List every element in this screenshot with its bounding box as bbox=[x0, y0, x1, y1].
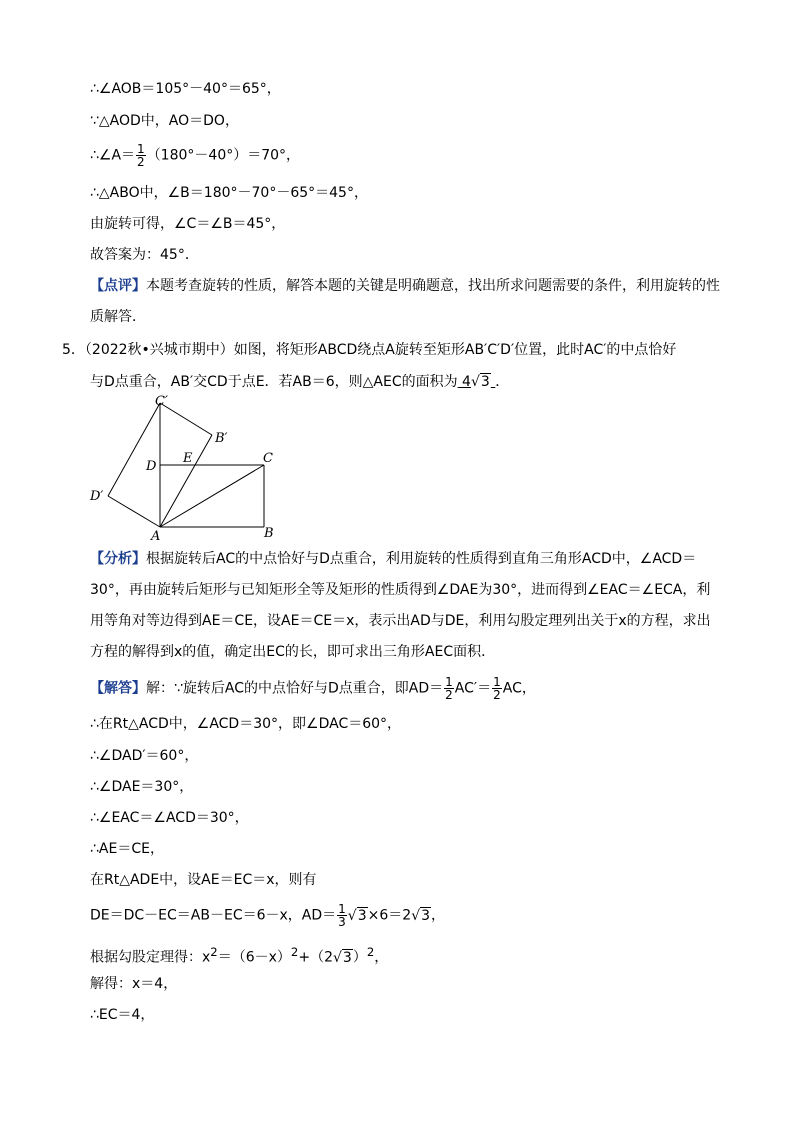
fraction: $\frac{1}{2}$ bbox=[445, 675, 453, 702]
label-c: C bbox=[263, 451, 273, 466]
problem-line-with-answer bbox=[90, 372, 509, 392]
analysis-text: 根据旋转后AC的中点恰好与D点重合，利用旋转的性质得到直角三角形ACD中，∠ACD＝ bbox=[146, 551, 697, 567]
text-line: ∴AE＝CE， bbox=[90, 841, 164, 857]
geometry-figure bbox=[84, 392, 284, 544]
comment-line bbox=[90, 276, 720, 296]
segment-d-prime-a bbox=[108, 496, 160, 527]
text-line: ∴△ABO中，∠B＝180°－70°－65°＝45°， bbox=[90, 185, 368, 201]
text-segment: AC′＝ bbox=[454, 680, 492, 697]
segment-ab-prime bbox=[160, 435, 212, 527]
equation-line bbox=[90, 903, 445, 928]
text-line: 30°，再由旋转后矩形与已知矩形全等及矩形的性质得到∠DAE为30°，进而得到∠EAC＝∠ECA，利 bbox=[90, 582, 711, 598]
text-line: 故答案为：45°． bbox=[90, 247, 199, 263]
text-line: ∴∠DAD′＝60°， bbox=[90, 748, 199, 764]
label-b: B bbox=[264, 526, 274, 541]
segment-c-prime-d-prime bbox=[108, 403, 160, 496]
text-segment: 解：∵旋转后AC的中点恰好与D点重合，即AD＝ bbox=[146, 680, 444, 697]
text-line: ∴EC＝4， bbox=[90, 1007, 155, 1023]
answer-blank: 4√3 bbox=[457, 374, 490, 390]
sqrt-radicand: 3 bbox=[480, 374, 490, 390]
comment-text: 本题考查旋转的性质，解答本题的关键是明确题意，找出所求问题需要的条件，利用旋转的性 bbox=[146, 278, 720, 294]
analysis-line bbox=[90, 549, 696, 569]
text-line: ∵△AOD中，AO＝DO， bbox=[90, 113, 239, 129]
text-line: ∴∠AOB＝105°－40°＝65°， bbox=[90, 81, 281, 97]
fraction-numerator: 1 bbox=[137, 142, 145, 156]
text-line: ∴在Rt△ACD中，∠ACD＝30°，即∠DAC＝60°， bbox=[90, 716, 402, 732]
problem-line: 5．（2022秋•兴城市期中）如图，将矩形ABCD绕点A旋转至矩形AB′C′D′位置，此时AC′的中点恰好 bbox=[62, 342, 677, 358]
sqrt: √3 bbox=[347, 907, 367, 924]
text-line: ∴∠DAE＝30°， bbox=[90, 779, 194, 795]
fraction-denominator: 2 bbox=[137, 155, 145, 169]
fraction: $\frac{1}{2}$ bbox=[493, 675, 501, 702]
sqrt: √3 bbox=[411, 907, 431, 924]
text-segment: AC， bbox=[502, 680, 536, 697]
text-segment: （180°－40°）＝70°， bbox=[146, 147, 301, 164]
text-line: 用等角对等边得到AE＝CE，设AE＝CE＝x，表示出AD与DE，利用勾股定理列出关于x的方程，求出 bbox=[90, 613, 711, 629]
text-line: 方程的解得到x的值，确定出EC的长，即可求出三角形AEC面积． bbox=[90, 644, 496, 660]
text-segment: ∴∠A＝ bbox=[90, 147, 136, 164]
solution-tag: 【解答】 bbox=[90, 680, 146, 697]
text-segment: ． bbox=[495, 374, 510, 390]
label-d: D bbox=[146, 459, 157, 474]
analysis-tag: 【分析】 bbox=[90, 551, 146, 567]
fraction bbox=[136, 143, 146, 168]
text-line: 解得：x＝4， bbox=[90, 976, 178, 992]
text-segment: ， bbox=[431, 907, 446, 924]
text-line: ∴∠EAC＝∠ACD＝30°， bbox=[90, 810, 249, 826]
equation-line: 根据勾股定理得：$x^2=(6-x)^2+(2√3)^2$， bbox=[90, 945, 389, 966]
fraction: $\frac{1}{3}$ bbox=[338, 902, 346, 929]
text-line: 在Rt△ADE中，设AE＝EC＝x，则有 bbox=[90, 872, 317, 888]
label-d-prime: D′ bbox=[90, 489, 104, 504]
label-b-prime: B′ bbox=[215, 431, 228, 446]
comment-tag: 【点评】 bbox=[90, 278, 146, 294]
text-segment: ×6＝2 bbox=[367, 907, 412, 924]
sqrt: √3 bbox=[332, 949, 352, 966]
text-segment: DE＝DC－EC＝AB－EC＝6－x，AD＝ bbox=[90, 907, 337, 924]
label-c-prime: C′ bbox=[155, 394, 168, 409]
solution-line bbox=[90, 676, 536, 701]
text-line-with-fraction bbox=[90, 143, 300, 168]
label-e: E bbox=[183, 451, 193, 466]
text-line: 由旋转可得，∠C＝∠B＝45°， bbox=[90, 216, 286, 232]
label-a: A bbox=[151, 529, 161, 544]
text-line: 质解答． bbox=[90, 309, 146, 325]
segment-ac bbox=[160, 465, 264, 527]
text-segment: 与D点重合，AB′交CD于点E．若AB＝6，则△AEC的面积为 bbox=[90, 374, 458, 390]
